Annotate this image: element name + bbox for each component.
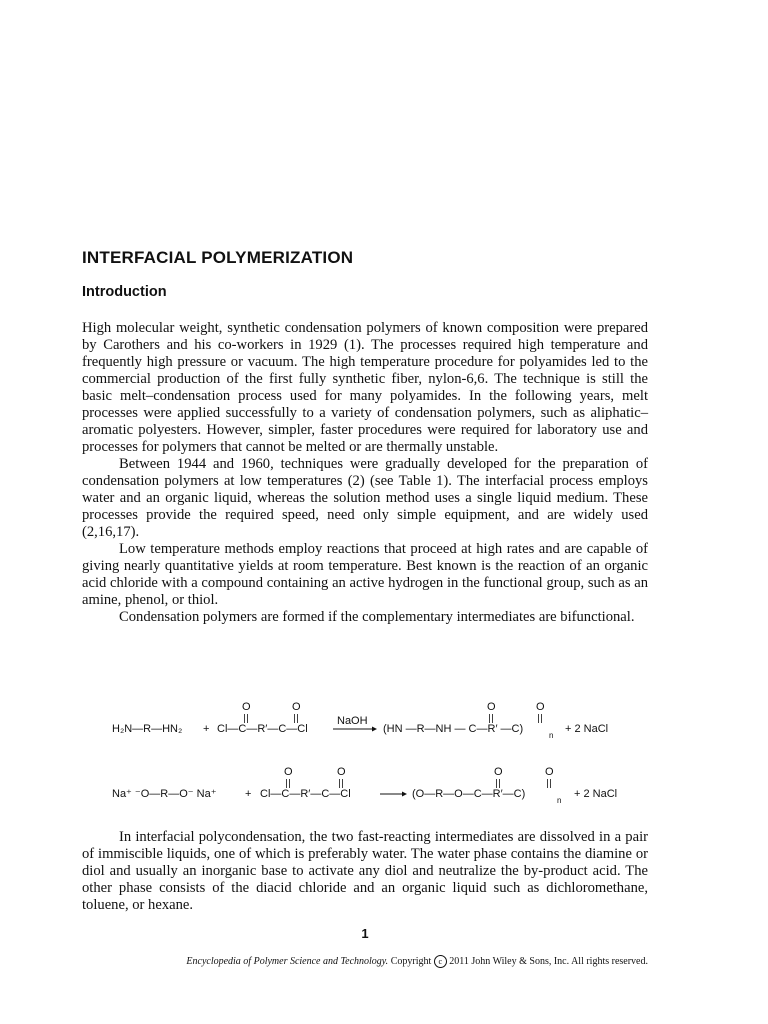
plus-sign: + [203, 723, 210, 735]
paragraph: Between 1944 and 1960, techniques were gradually developed for the preparation of condensation polymers at low temperatures (2) (see Table 1). The interfacial process employs water and an organic liquid, whereas the solution method uses a single liquid medium. These processes provide the required speed, need only simple equipment, and are widely used (2,16,17). [82, 456, 648, 540]
article-title: INTERFACIAL POLYMERIZATION [82, 248, 354, 267]
diamine-reactant: H₂N—R—HN₂ [112, 723, 183, 735]
footer-source: Encyclopedia of Polymer Science and Technology. [186, 955, 389, 967]
carbonyl-oxygen: O [494, 766, 503, 778]
page-number: 1 [361, 926, 369, 941]
paragraph: Low temperature methods employ reactions that proceed at high rates and are capable of giving nearly quantitative yields at room temperature. Best known is the reaction of an organic acid chloride with a compound containing an active hydrogen in the functional group, such as an amine, phenol, or thiol. [82, 541, 648, 608]
repeat-subscript: n [549, 731, 554, 740]
carbonyl-oxygen: O [292, 701, 301, 713]
polyamide-equation [0, 694, 768, 754]
footer-copyright-label: Copyright [390, 955, 432, 967]
paragraph: In interfacial polycondensation, the two fast-reacting intermediates are dissolved in a pair of immiscible liquids, one of which is preferably water. The water phase contains the diamine or diol and usually an inorganic base to activate any diol and neutralize the by-product acid. The other phase consists of the diacid chloride and an organic liquid such as dichloromethane, toluene, or hexane. [82, 829, 648, 913]
plus-sign: + [245, 788, 252, 800]
paragraph: High molecular weight, synthetic condensation polymers of known composition were prepared by Carothers and his co-workers in 1929 (1). The processes required high temperature and frequently high pressure or vacuum. The high temperature procedure for polyamides led to the commercial production of the first fully synthetic fiber, nylon-6,6. The technique is still the basic melt–condensation process used for many polyamides. In the following years, melt processes were applied successfully to a variety of condensation polymers, such as aliphatic–aromatic polyesters. However, simpler, faster procedures were required for laboratory use and processes for polymers that cannot be melted or are thermally unstable. [82, 320, 648, 455]
paragraph: Condensation polymers are formed if the complementary intermediates are bifunctional. [119, 609, 635, 625]
footer-rights: 2011 John Wiley & Sons, Inc. All rights reserved. [449, 955, 648, 967]
byproduct: + 2 NaCl [565, 723, 609, 735]
carbonyl-oxygen: O [545, 766, 554, 778]
repeat-subscript: n [557, 796, 562, 805]
diolate-reactant: Na⁺ ⁻O—R—O⁻ Na⁺ [112, 788, 217, 800]
reagent-label: NaOH [337, 715, 368, 727]
carbonyl-oxygen: O [487, 701, 496, 713]
carbonyl-oxygen: O [337, 766, 346, 778]
byproduct: + 2 NaCl [574, 788, 618, 800]
section-heading: Introduction [82, 284, 167, 300]
diacid-chloride: Cl—C—R′—C—Cl [217, 723, 308, 735]
interfacial-text [82, 829, 648, 914]
diacid-chloride: Cl—C—R′—C—Cl [260, 788, 351, 800]
polyester-equation [0, 759, 768, 819]
carbonyl-oxygen: O [536, 701, 545, 713]
polyamide-product: (HN —R—NH — C—R′ —C) [383, 723, 524, 735]
carbonyl-oxygen: O [242, 701, 251, 713]
intro-text [82, 320, 648, 626]
polyester-product: (O—R—O—C—R′—C) [412, 788, 526, 800]
carbonyl-oxygen: O [284, 766, 293, 778]
copyright-icon: c [434, 955, 447, 968]
footer [82, 955, 648, 968]
